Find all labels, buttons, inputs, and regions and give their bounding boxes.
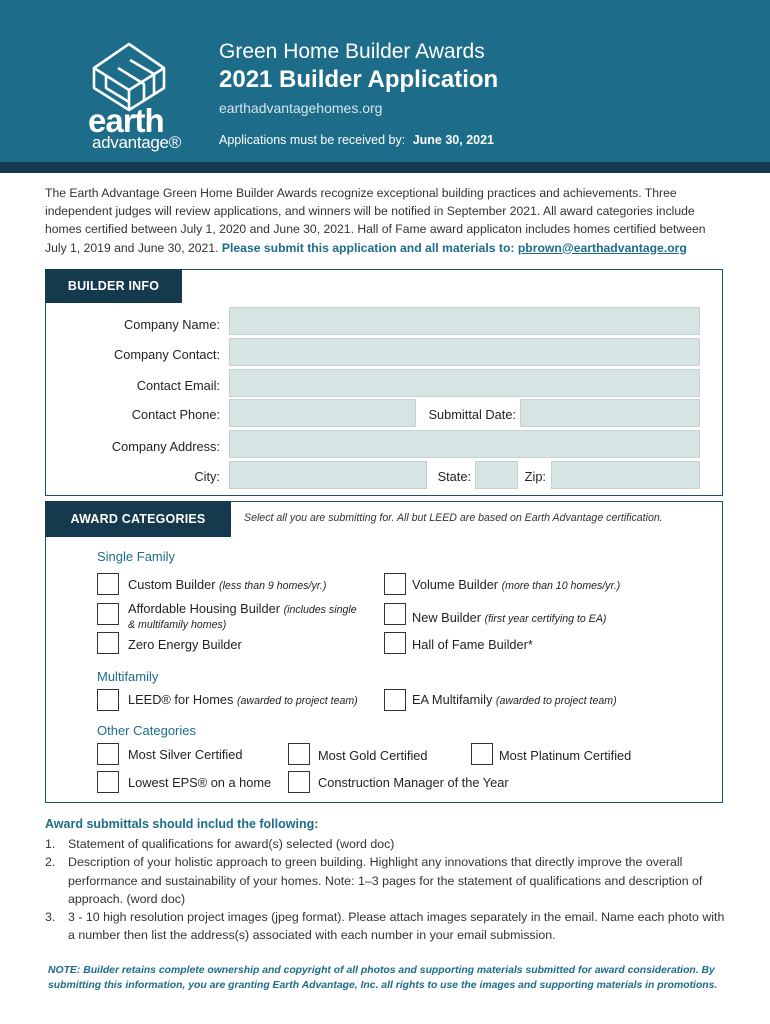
zero-energy-label: Zero Energy Builder — [128, 637, 242, 652]
lowest-eps-label: Lowest EPS® on a home — [128, 775, 272, 790]
submittal-date-field[interactable] — [520, 399, 700, 427]
submittal-date-label: Submittal Date: — [428, 407, 516, 422]
volume-builder-checkbox[interactable] — [384, 573, 406, 595]
company-name-label: Company Name: — [123, 317, 220, 332]
intro-paragraph — [45, 184, 730, 257]
other-categories-heading: Other Categories — [97, 723, 196, 738]
company-address-field[interactable] — [229, 430, 700, 458]
new-builder-checkbox[interactable] — [384, 603, 406, 625]
construction-manager-checkbox[interactable] — [288, 771, 310, 793]
contact-email-label: Contact Email: — [136, 378, 220, 393]
lowest-eps-checkbox[interactable] — [97, 771, 119, 793]
logo-wordmark-earth: earth — [88, 102, 164, 139]
leed-checkbox[interactable] — [97, 689, 119, 711]
header-banner — [0, 0, 770, 162]
custom-builder-label: Custom Builder (less than 9 homes/yr.) — [128, 577, 327, 592]
state-label: State: — [437, 469, 471, 484]
most-silver-checkbox[interactable] — [97, 743, 119, 765]
requirements-heading: Award submittals should includ the following: — [45, 817, 319, 831]
intro-submit-instruction: Please submit this application and all materials to: — [221, 240, 515, 255]
requirements-list — [45, 835, 730, 945]
builder-info-tab: BUILDER INFO — [45, 269, 182, 303]
deadline-label: Applications must be received by: — [219, 133, 406, 147]
multifamily-heading: Multifamily — [97, 669, 159, 684]
company-contact-label: Company Contact: — [114, 347, 220, 362]
deadline-date: June 30, 2021 — [412, 133, 495, 147]
hall-of-fame-checkbox[interactable] — [384, 632, 406, 654]
most-gold-checkbox[interactable] — [288, 743, 310, 765]
company-name-field[interactable] — [229, 307, 700, 335]
page-title: 2021 Builder Application — [219, 66, 499, 93]
contact-phone-field[interactable] — [229, 399, 416, 427]
logo-wordmark-advantage: advantage® — [92, 133, 181, 152]
ea-multifamily-label: EA Multifamily (awarded to project team) — [412, 692, 617, 707]
most-platinum-label: Most Platinum Certified — [499, 748, 632, 763]
company-address-label: Company Address: — [111, 439, 220, 454]
zip-label: Zip: — [524, 469, 546, 484]
city-field[interactable] — [229, 461, 427, 489]
affordable-housing-checkbox[interactable] — [97, 603, 119, 625]
construction-manager-label: Construction Manager of the Year — [318, 775, 509, 790]
company-contact-field[interactable] — [229, 338, 700, 366]
single-family-heading: Single Family — [97, 549, 176, 564]
award-categories-tab: AWARD CATEGORIES — [45, 501, 231, 537]
website-link[interactable]: earthadvantagehomes.org — [219, 100, 383, 116]
intro-text: The Earth Advantage Green Home Builder Awards recognize exceptional building practices and achievements. Three independent judges will review applications, and winners will be notified in September 2021. All award categories include homes certified between July 1, 2020 and June 30, 2021. Hall of Fame award applicaton includes homes certified between July 1, 2019 and June 30, 2021. — [45, 186, 706, 255]
list-item: 3. 3 - 10 high resolution project images (jpeg format). Please attach images separately in the email. Name each photo with a number then list the address(s) associated with each number in your email submission. — [45, 910, 725, 943]
footnote: NOTE: Builder retains complete ownership and copyright of all photos and supporting materials submitted for award consideration. By submitting this information, you are granting Earth Advantage, Inc. all rights to use the images and supporting materials in promotions. — [48, 965, 718, 991]
new-builder-label: New Builder (first year certifying to EA) — [412, 610, 607, 625]
award-categories-note: Select all you are submitting for. All but LEED are based on Earth Advantage certification. — [244, 512, 663, 524]
affordable-housing-label: Affordable Housing Builder (includes single & multifamily homes) — [128, 601, 357, 631]
most-platinum-checkbox[interactable] — [471, 743, 493, 765]
list-item: 2. Description of your holistic approach to green building. Highlight any innovations that directly improve the overall performance and sustainability of your homes. Note: 1–3 pages for the statement of qualifications and description of approach. (word doc) — [45, 855, 703, 906]
ea-multifamily-checkbox[interactable] — [384, 689, 406, 711]
zero-energy-checkbox[interactable] — [97, 632, 119, 654]
contact-email-field[interactable] — [229, 369, 700, 397]
volume-builder-label: Volume Builder (more than 10 homes/yr.) — [412, 577, 621, 592]
hall-of-fame-label: Hall of Fame Builder* — [412, 637, 533, 652]
city-label: City: — [194, 469, 220, 484]
submission-email-link[interactable]: pbrown@earthadvantage.org — [517, 240, 687, 255]
contact-phone-label: Contact Phone: — [131, 407, 220, 422]
most-gold-label: Most Gold Certified — [318, 748, 428, 763]
leed-label: LEED® for Homes (awarded to project team) — [128, 692, 358, 707]
list-item: 1. Statement of qualifications for award(s) selected (word doc) — [45, 837, 395, 851]
header-subtitle: Green Home Builder Awards — [219, 40, 485, 63]
deadline — [219, 133, 494, 147]
most-silver-label: Most Silver Certified — [128, 747, 243, 762]
zip-field[interactable] — [551, 461, 700, 489]
custom-builder-checkbox[interactable] — [97, 573, 119, 595]
header-divider — [0, 162, 770, 173]
